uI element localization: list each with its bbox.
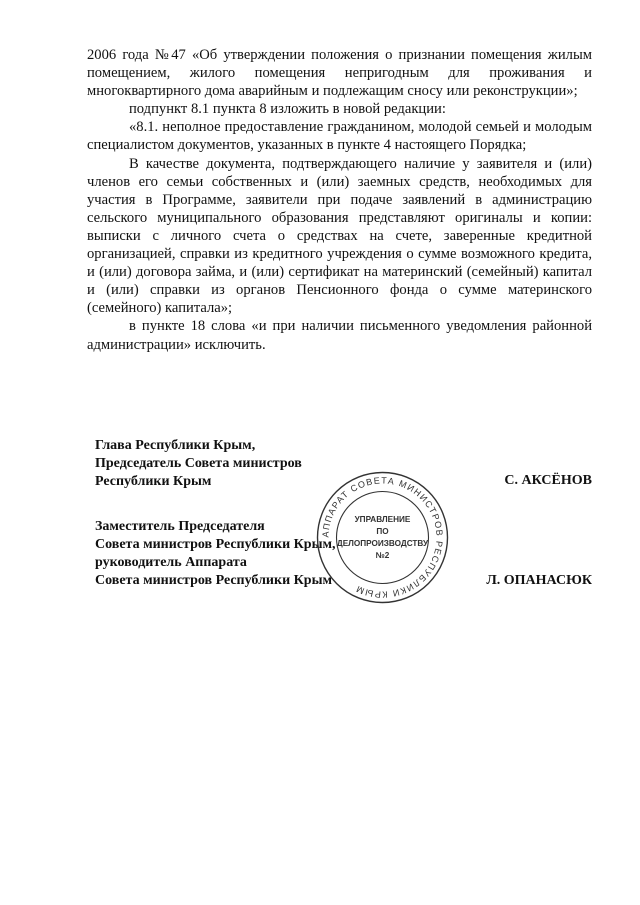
- signature-title-line: Совета министров Республики Крым,: [95, 537, 336, 552]
- paragraph-continuation: 2006 года №47 «Об утверждении положения о признании помещения жилым помещением, жилого помещения непригодным для проживания и многоквартирного дома аварийным и подлежащим сносу или реконструкции»;: [87, 47, 592, 100]
- signature-title-line: Председатель Совета министров: [95, 456, 302, 471]
- signature-title-line: руководитель Аппарата: [95, 555, 247, 570]
- signature-block-deputy: [95, 518, 336, 590]
- signature-title-line: Республики Крым: [95, 474, 212, 489]
- stamp-center-line: №2: [375, 551, 390, 560]
- signature-title-line: Совета министров Республики Крым: [95, 573, 333, 588]
- stamp-inner-ring: [337, 492, 429, 584]
- signature-title-line: Глава Республики Крым,: [95, 438, 256, 453]
- stamp-ring-text: АППАРАТ СОВЕТА МИНИСТРОВ РЕСПУБЛИКИ КРЫМ: [320, 475, 445, 600]
- paragraph-item-8-1: «8.1. неполное предоставление гражданином, молодой семьей и молодым специалистом документов, указанных в пункте 4 настоящего Порядка;: [87, 119, 592, 154]
- signatory-name-deputy: Л. ОПАНАСЮК: [486, 573, 592, 588]
- signatory-name-head: С. АКСЁНОВ: [504, 473, 592, 488]
- stamp-center-line: ПО: [376, 527, 389, 536]
- stamp-center-line: ДЕЛОПРОИЗВОДСТВУ: [336, 539, 429, 548]
- paragraph-item-18: в пункте 18 слова «и при наличии письменного уведомления районной администрации» исключить.: [87, 318, 592, 353]
- office-stamp: [315, 470, 450, 605]
- signature-block-head: [95, 437, 302, 491]
- paragraph-subitem-instruction: подпункт 8.1 пункта 8 изложить в новой редакции:: [129, 101, 446, 118]
- signature-title-line: Заместитель Председателя: [95, 519, 265, 534]
- document-body: [87, 46, 592, 354]
- stamp-center-line: УПРАВЛЕНИЕ: [354, 515, 411, 524]
- paragraph-documents: В качестве документа, подтверждающего наличие у заявителя и (или) членов его семьи собственных и (или) заемных средств, необходимых для участия в Программе, заявители при подаче заявлений в администрацию сельского муниципального образования представляют оригиналы и копии: выписки с личного счета о средствах на счете, заверенные кредитной организацией, справки из кредитного учреждения о сумме возможного кредита, и (или) договора займа, и (или) сертификат на материнский (семейный) капитал и (или) справки из органов Пенсионного фонда о сумме материнского (семейного) капитала»;: [87, 155, 592, 317]
